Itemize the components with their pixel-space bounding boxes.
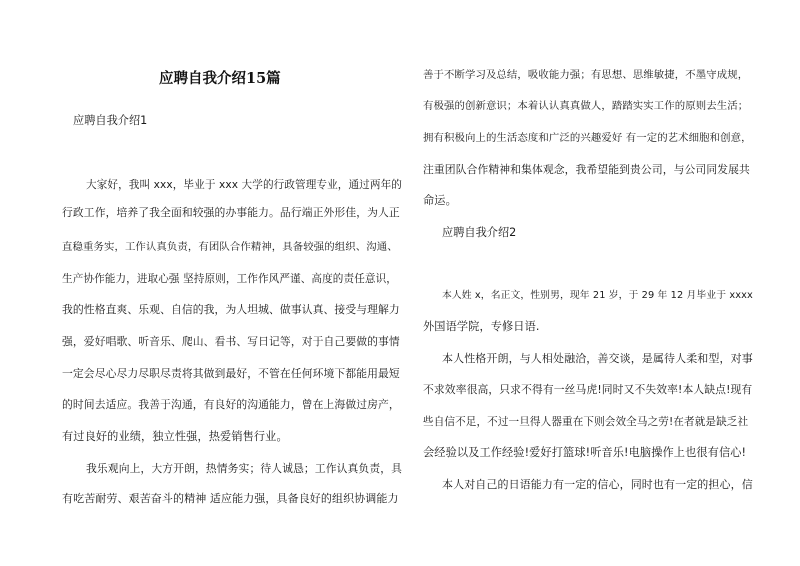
paragraph-line: 本人性格开朗，与人相处融洽，善交谈，是属待人柔和型，对事: [442, 352, 753, 365]
paragraph-line: 本人对自己的日语能力有一定的信心，同时也有一定的担心，信: [442, 478, 753, 491]
paragraph-line: 善于不断学习及总结，吸收能力强；有思想、思维敏捷，不墨守成规，: [423, 69, 749, 81]
paragraph-line: 行政工作，培养了我全面和较强的办事能力。品行端正外形佳，为人正: [62, 206, 400, 219]
paragraph-line: 有极强的创新意识；本着认认真真做人，踏踏实实工作的原则去生活；: [423, 100, 749, 112]
paragraph-line: 注重团队合作精神和集体观念，我希望能到贵公司，与公司同发展共: [423, 163, 750, 176]
paragraph-line: 我乐观向上，大方开朗，热情务实；待人诚恳；工作认真负责，具: [86, 462, 403, 475]
paragraph-line: 命运。: [423, 194, 457, 207]
paragraph-line: 有吃苦耐劳、艰苦奋斗的精神 适应能力强，具备良好的组织协调能力: [62, 492, 399, 505]
paragraph-line: 有过良好的业绩，独立性强，热爱销售行业。: [62, 430, 288, 443]
paragraph-line: 生产协作能力，进取心强 坚持原则，工作作风严谨、高度的责任意识，: [62, 273, 397, 285]
paragraph-line: 我的性格直爽、乐观、自信的我，为人坦城、做事认真、接受与理解力: [62, 303, 400, 316]
section-heading-1: 应聘自我介绍1: [73, 114, 148, 127]
paragraph-line: 些自信不足，不过一旦得人器重在下则会效全马之劳!在者就是缺乏社: [423, 416, 749, 428]
paragraph-line: 外国语学院，专修日语.: [423, 320, 540, 333]
paragraph-line: 大家好，我叫 xxx，毕业于 xxx 大学的行政管理专业，通过两年的: [86, 179, 402, 191]
paragraph-line: 拥有积极向上的生活态度和广泛的兴趣爱好 有一定的艺术细胞和创意，: [423, 132, 752, 144]
section-heading-2: 应聘自我介绍2: [442, 226, 517, 239]
paragraph-line: 的时间去适应。我善于沟通，有良好的沟通能力，曾在上海做过房产，: [62, 398, 400, 411]
paragraph-line: 不求效率很高，只求不得有一丝马虎!同时又不失效率!本人缺点!现有: [423, 383, 753, 396]
paragraph-line: 会经验以及工作经验!爱好打篮球!听音乐!电脑操作上也很有信心!: [423, 446, 747, 459]
paragraph-line: 本人姓 x，名正文，性别男，现年 21 岁，于 29 年 12 月毕业于 xxxx: [442, 290, 753, 301]
paragraph-line: 强，爱好唱歌、听音乐、爬山、看书、写日记等，对于自己要做的事情: [62, 335, 400, 348]
document-title: 应聘自我介绍15篇: [159, 70, 281, 87]
paragraph-line: 一定会尽心尽力尽职尽责将其做到最好，不管在任何环境下都能用最短: [62, 367, 400, 380]
paragraph-line: 直稳重务实，工作认真负责，有团队合作精神，具备较强的组织、沟通、: [62, 241, 398, 253]
